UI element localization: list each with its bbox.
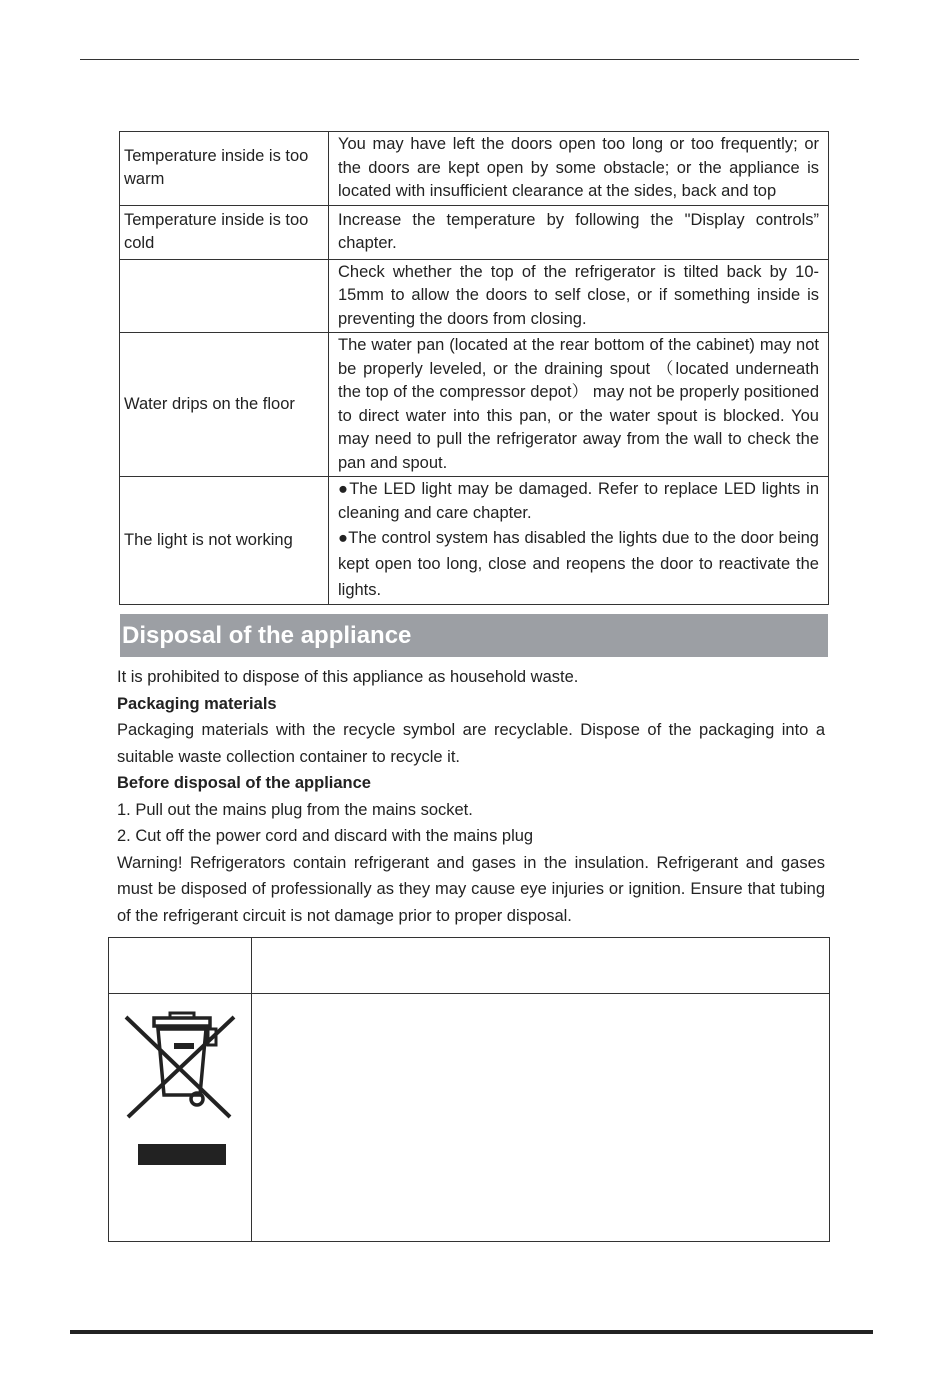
packaging-text: Packaging materials with the recycle symbol are recyclable. Dispose of the packaging into a suitable waste collection container to recycle it. xyxy=(117,721,825,766)
solution-bullet: ●The LED light may be damaged. Refer to replace LED lights in cleaning and care chapter. xyxy=(338,480,819,522)
table-row xyxy=(120,132,829,206)
solution-cell: The water pan (located at the rear bottom of the cabinet) may not be properly leveled, or the draining spout （located underneath the top of the compressor depot） may not be properly positioned to direct water into this pan, or the water spout is blocked. You may need to pull the refrigerator away from the wall to check the pan and spout. xyxy=(329,333,829,477)
weee-table xyxy=(108,937,830,1242)
problem-cell: Temperature inside is too warm xyxy=(120,132,329,206)
disposal-body xyxy=(117,664,825,929)
table-row xyxy=(109,938,830,994)
table-row xyxy=(120,477,829,605)
table-row xyxy=(109,994,830,1242)
before-disposal-heading: Before disposal of the appliance xyxy=(117,774,371,792)
solution-cell: Check whether the top of the refrigerator is tilted back by 10-15mm to allow the doors to self close, or if something inside is preventing the doors from closing. xyxy=(329,259,829,333)
solution-cell: Increase the temperature by following the "Display controls” chapter. xyxy=(329,205,829,259)
table-cell xyxy=(109,994,252,1242)
table-cell xyxy=(109,938,252,994)
problem-cell xyxy=(120,259,329,333)
table-cell xyxy=(252,994,830,1242)
header-rule xyxy=(80,59,859,60)
intro-text: It is prohibited to dispose of this appliance as household waste. xyxy=(117,668,579,686)
section-title: Disposal of the appliance xyxy=(120,614,828,657)
crossed-out-wheelie-bin-icon xyxy=(122,1005,238,1167)
table-row xyxy=(120,259,829,333)
solution-cell xyxy=(329,477,829,605)
packaging-heading: Packaging materials xyxy=(117,694,277,713)
footer-rule xyxy=(70,1330,873,1334)
table-cell xyxy=(252,938,830,994)
solution-cell: You may have left the doors open too long or too frequently; or the doors are kept open by some obstacle; or the appliance is located with insufficient clearance at the sides, back and top xyxy=(329,132,829,206)
step-item: 1. Pull out the mains plug from the mains socket. xyxy=(117,800,473,819)
problem-cell: Temperature inside is too cold xyxy=(120,205,329,259)
troubleshooting-table xyxy=(119,131,829,605)
table-row xyxy=(120,205,829,259)
table-row xyxy=(120,333,829,477)
problem-cell: The light is not working xyxy=(120,477,329,605)
step-item: 2. Cut off the power cord and discard with the mains plug xyxy=(117,827,534,845)
problem-cell: Water drips on the floor xyxy=(120,333,329,477)
warning-text: Warning! Refrigerators contain refrigerant and gases in the insulation. Refrigerant and gases must be disposed of professionally as they may cause eye injuries or ignition. Ensure that tubing of the refrigerant circuit is not damage prior to proper disposal. xyxy=(117,853,825,925)
solution-bullet: ●The control system has disabled the lights due to the door being kept open too long, close and reopens the door to reactivate the lights. xyxy=(338,529,819,599)
